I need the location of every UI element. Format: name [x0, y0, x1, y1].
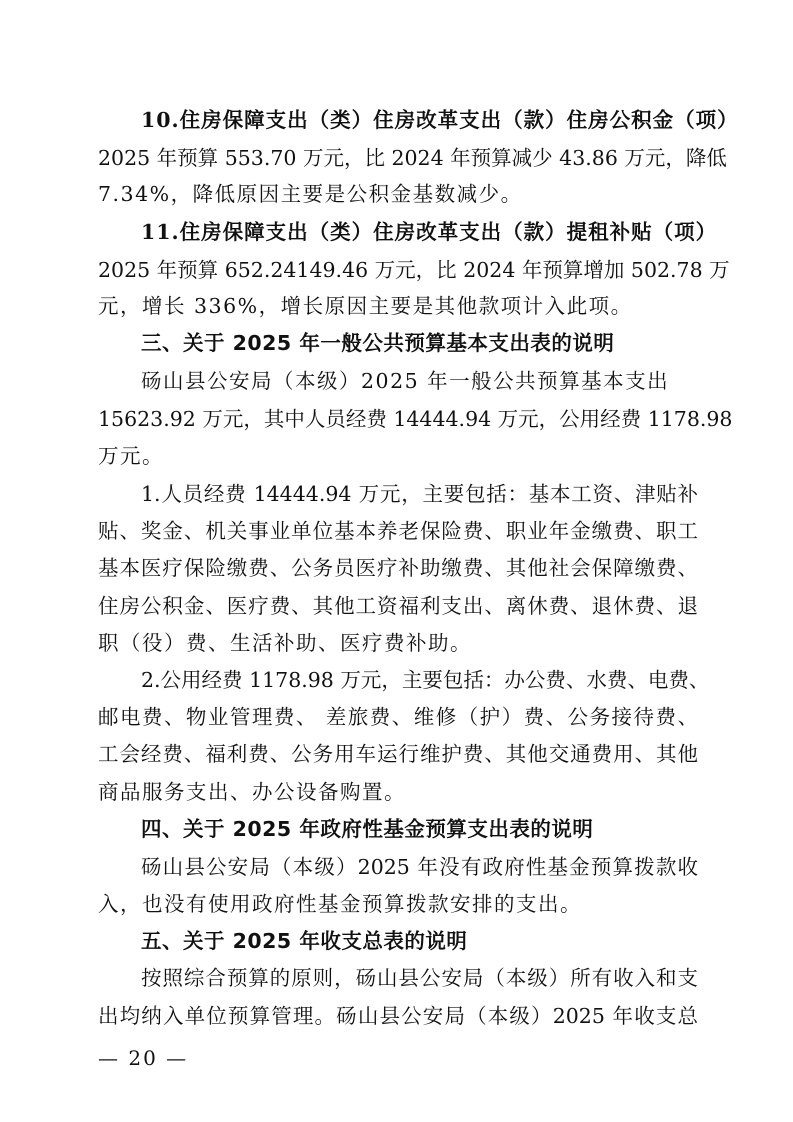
item-11-line-2: 元，增长 336%，增长原因主要是其他款项计入此项。 — [98, 294, 633, 318]
item-10-line-1: 2025 年预算 553.70 万元，比 2024 年预算减少 43.86 万元，降低 — [98, 146, 727, 170]
section-5-line-2: 出均纳入单位预算管理。砀山县公安局（本级）2025 年收支总 — [98, 1004, 698, 1028]
item-10-line-2: 7.34%，降低原因主要是公积金基数减少。 — [98, 182, 523, 206]
section-4-line-1: 砀山县公安局（本级）2025 年没有政府性基金预算拨款收 — [141, 855, 698, 879]
section-3-intro-line-3: 万元。 — [98, 444, 164, 468]
public-line-3: 工会经费、福利费、公务用车运行维护费、其他交通费用、其他 — [98, 742, 698, 766]
section-3-heading: 三、关于 2025 年一般公共预算基本支出表的说明 — [141, 331, 615, 355]
section-5-heading: 五、关于 2025 年收支总表的说明 — [141, 929, 468, 953]
section-4-line-2: 入，也没有使用政府性基金预算拨款安排的支出。 — [98, 892, 582, 916]
personnel-line-1: 1.人员经费 14444.94 万元，主要包括：基本工资、津贴补 — [141, 482, 698, 506]
public-line-1: 2.公用经费 1178.98 万元，主要包括：办公费、水费、电费、 — [141, 668, 710, 692]
public-line-2: 邮电费、物业管理费、 差旅费、维修（护）费、公务接待费、 — [98, 705, 698, 729]
section-4-heading: 四、关于 2025 年政府性基金预算支出表的说明 — [141, 817, 594, 841]
personnel-line-2: 贴、奖金、机关事业单位基本养老保险费、职业年金缴费、职工 — [98, 519, 698, 543]
public-line-4: 商品服务支出、办公设备购置。 — [98, 780, 406, 804]
item-11-title: 11.住房保障支出（类）住房改革支出（款）提租补贴（项） — [141, 220, 718, 244]
personnel-line-3: 基本医疗保险缴费、公务员医疗补助缴费、其他社会保障缴费、 — [98, 556, 698, 580]
section-3-intro-line-2: 15623.92 万元，其中人员经费 14444.94 万元，公用经费 1178.98 — [98, 407, 733, 431]
personnel-line-4: 住房公积金、医疗费、其他工资福利支出、离休费、退休费、退 — [98, 594, 698, 618]
section-5-line-1: 按照综合预算的原则，砀山县公安局（本级）所有收入和支 — [141, 966, 698, 990]
item-11-line-1: 2025 年预算 652.24149.46 万元，比 2024 年预算增加 502.78 万 — [98, 258, 730, 282]
item-10-title: 10.住房保障支出（类）住房改革支出（款）住房公积金（项） — [141, 108, 739, 132]
section-3-intro-line-1: 砀山县公安局（本级）2025 年一般公共预算基本支出 — [141, 369, 670, 393]
personnel-line-5: 职（役）费、生活补助、医疗费补助。 — [98, 631, 472, 655]
page-number: — 20 — — [98, 1046, 189, 1070]
